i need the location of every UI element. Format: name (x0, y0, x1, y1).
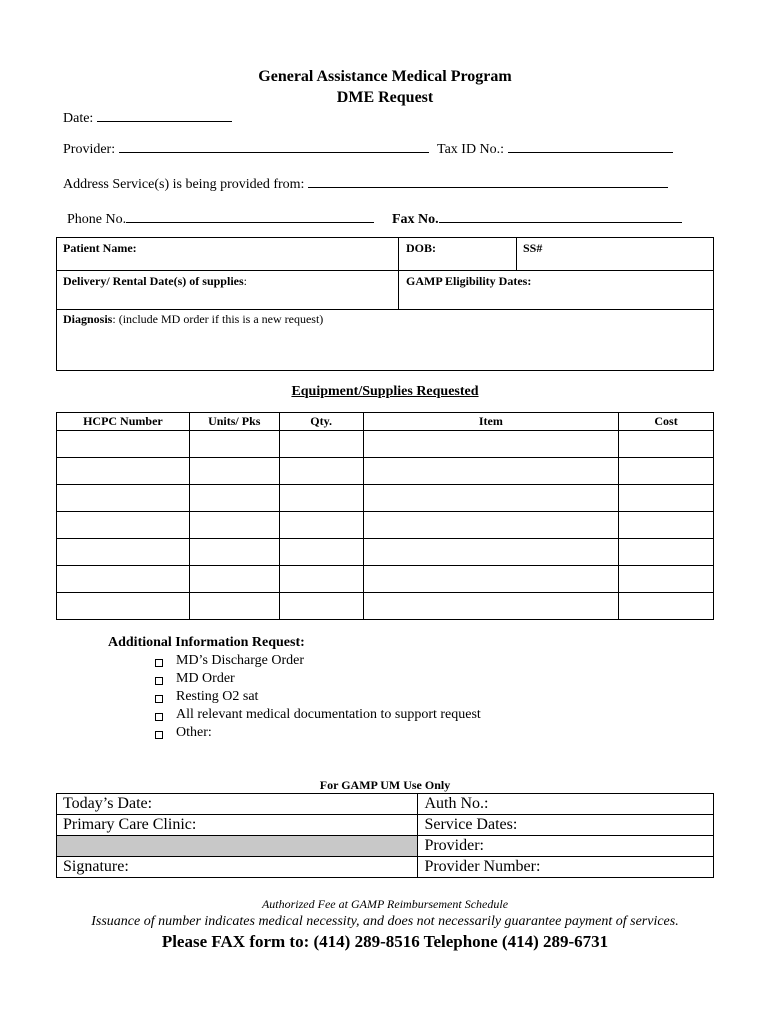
patient-info-box (56, 237, 714, 371)
cost-cell[interactable] (619, 512, 714, 539)
um-row (57, 836, 714, 857)
address-label: Address Service(s) is being provided from: (63, 177, 305, 192)
cost-cell[interactable] (619, 485, 714, 512)
units-cell[interactable] (189, 485, 279, 512)
hcpc-cell[interactable] (57, 431, 190, 458)
cost-cell[interactable] (619, 431, 714, 458)
hcpc-cell[interactable] (57, 485, 190, 512)
fax-line: Please FAX form to: (414) 289-8516 Telephone (414) 289-6731 (161, 932, 609, 951)
resting-o2-label: Resting O2 sat (176, 689, 259, 704)
hcpc-cell[interactable] (57, 512, 190, 539)
qty-cell[interactable] (279, 539, 363, 566)
equipment-heading: Equipment/Supplies Requested (291, 384, 479, 399)
discharge-order-label: MD’s Discharge Order (176, 653, 305, 668)
col-units-pks: Units/ Pks (189, 413, 279, 431)
phone-field[interactable] (67, 209, 374, 228)
service-dates-cell[interactable]: Service Dates: (418, 815, 714, 836)
provider-number-cell[interactable]: Provider Number: (418, 857, 714, 878)
shaded-cell (57, 836, 418, 857)
cost-cell[interactable] (619, 458, 714, 485)
table-row (57, 593, 714, 620)
form-subtitle: DME Request (336, 89, 434, 106)
date-label: Date: (63, 111, 94, 126)
qty-cell[interactable] (279, 512, 363, 539)
col-qty: Qty. (279, 413, 363, 431)
equipment-table (56, 412, 714, 620)
item-cell[interactable] (363, 512, 619, 539)
tax-id-input-line[interactable] (508, 139, 673, 153)
cost-cell[interactable] (619, 539, 714, 566)
col-cost: Cost (619, 413, 714, 431)
um-heading: For GAMP UM Use Only (319, 778, 451, 792)
units-cell[interactable] (189, 431, 279, 458)
item-cell[interactable] (363, 566, 619, 593)
hcpc-cell[interactable] (57, 539, 190, 566)
item-cell[interactable] (363, 539, 619, 566)
units-cell[interactable] (189, 566, 279, 593)
item-cell[interactable] (363, 458, 619, 485)
date-input-line[interactable] (97, 108, 232, 122)
provider-input-line[interactable] (119, 139, 429, 153)
todays-date-cell[interactable]: Today’s Date: (57, 794, 418, 815)
units-cell[interactable] (189, 458, 279, 485)
delivery-dates-label (63, 274, 247, 289)
checkbox-discharge-order[interactable] (155, 659, 163, 667)
qty-cell[interactable] (279, 566, 363, 593)
other-label: Other: (176, 725, 212, 740)
table-row (57, 566, 714, 593)
delivery-dates-colon: : (243, 274, 247, 288)
checkbox-md-order[interactable] (155, 677, 163, 685)
hcpc-cell[interactable] (57, 458, 190, 485)
provider-field[interactable] (63, 139, 429, 158)
checkbox-other[interactable] (155, 731, 163, 739)
provider-label: Provider: (63, 142, 116, 157)
item-cell[interactable] (363, 485, 619, 512)
dob-ss-divider (516, 237, 517, 270)
units-cell[interactable] (189, 512, 279, 539)
patient-name-label: Patient Name: (63, 241, 137, 255)
um-row (57, 857, 714, 878)
units-cell[interactable] (189, 593, 279, 620)
col-item: Item (363, 413, 619, 431)
delivery-dates-bold: Delivery/ Rental Date(s) of supplies (63, 274, 244, 288)
fax-input-line[interactable] (439, 209, 682, 223)
phone-input-line[interactable] (126, 209, 374, 223)
hcpc-cell[interactable] (57, 566, 190, 593)
patient-box-vdivider (398, 237, 399, 309)
col-hcpc-number: HCPC Number (57, 413, 190, 431)
table-row (57, 512, 714, 539)
signature-cell[interactable]: Signature: (57, 857, 418, 878)
checkbox-resting-o2[interactable] (155, 695, 163, 703)
gamp-eligibility-label: GAMP Eligibility Dates: (406, 274, 532, 288)
patient-box-divider-2 (56, 309, 714, 310)
additional-info-heading: Additional Information Request: (108, 635, 305, 650)
primary-care-clinic-cell[interactable]: Primary Care Clinic: (57, 815, 418, 836)
form-title: General Assistance Medical Program (258, 68, 512, 85)
um-table (56, 793, 714, 878)
um-row (57, 794, 714, 815)
tax-id-field[interactable] (437, 139, 673, 158)
provider-cell[interactable]: Provider: (418, 836, 714, 857)
patient-box-divider-1 (56, 270, 714, 271)
equipment-header-row (57, 413, 714, 431)
units-cell[interactable] (189, 539, 279, 566)
auth-no-cell[interactable]: Auth No.: (418, 794, 714, 815)
qty-cell[interactable] (279, 593, 363, 620)
diagnosis-bold: Diagnosis (63, 312, 113, 326)
item-cell[interactable] (363, 593, 619, 620)
date-field[interactable] (63, 108, 232, 127)
medical-documentation-label: All relevant medical documentation to support request (176, 707, 481, 722)
cost-cell[interactable] (619, 593, 714, 620)
qty-cell[interactable] (279, 458, 363, 485)
fee-note: Authorized Fee at GAMP Reimbursement Schedule (261, 897, 509, 911)
um-row (57, 815, 714, 836)
md-order-label: MD Order (176, 671, 235, 686)
qty-cell[interactable] (279, 485, 363, 512)
table-row (57, 539, 714, 566)
fax-field[interactable] (392, 209, 682, 228)
diagnosis-note: : (include MD order if this is a new request) (112, 312, 324, 326)
cost-cell[interactable] (619, 566, 714, 593)
table-row (57, 485, 714, 512)
qty-cell[interactable] (279, 431, 363, 458)
dob-label: DOB: (406, 241, 436, 255)
checkbox-medical-documentation[interactable] (155, 713, 163, 721)
address-field[interactable] (63, 174, 668, 193)
disclaimer: Issuance of number indicates medical necessity, and does not necessarily guarantee payment of services. (91, 914, 679, 929)
diagnosis-label (63, 312, 323, 327)
fax-label: Fax No. (392, 212, 439, 227)
item-cell[interactable] (363, 431, 619, 458)
tax-id-label: Tax ID No.: (437, 142, 505, 157)
ss-label: SS# (523, 241, 543, 255)
table-row (57, 458, 714, 485)
address-input-line[interactable] (308, 174, 668, 188)
phone-label: Phone No. (67, 212, 127, 227)
table-row (57, 431, 714, 458)
hcpc-cell[interactable] (57, 593, 190, 620)
